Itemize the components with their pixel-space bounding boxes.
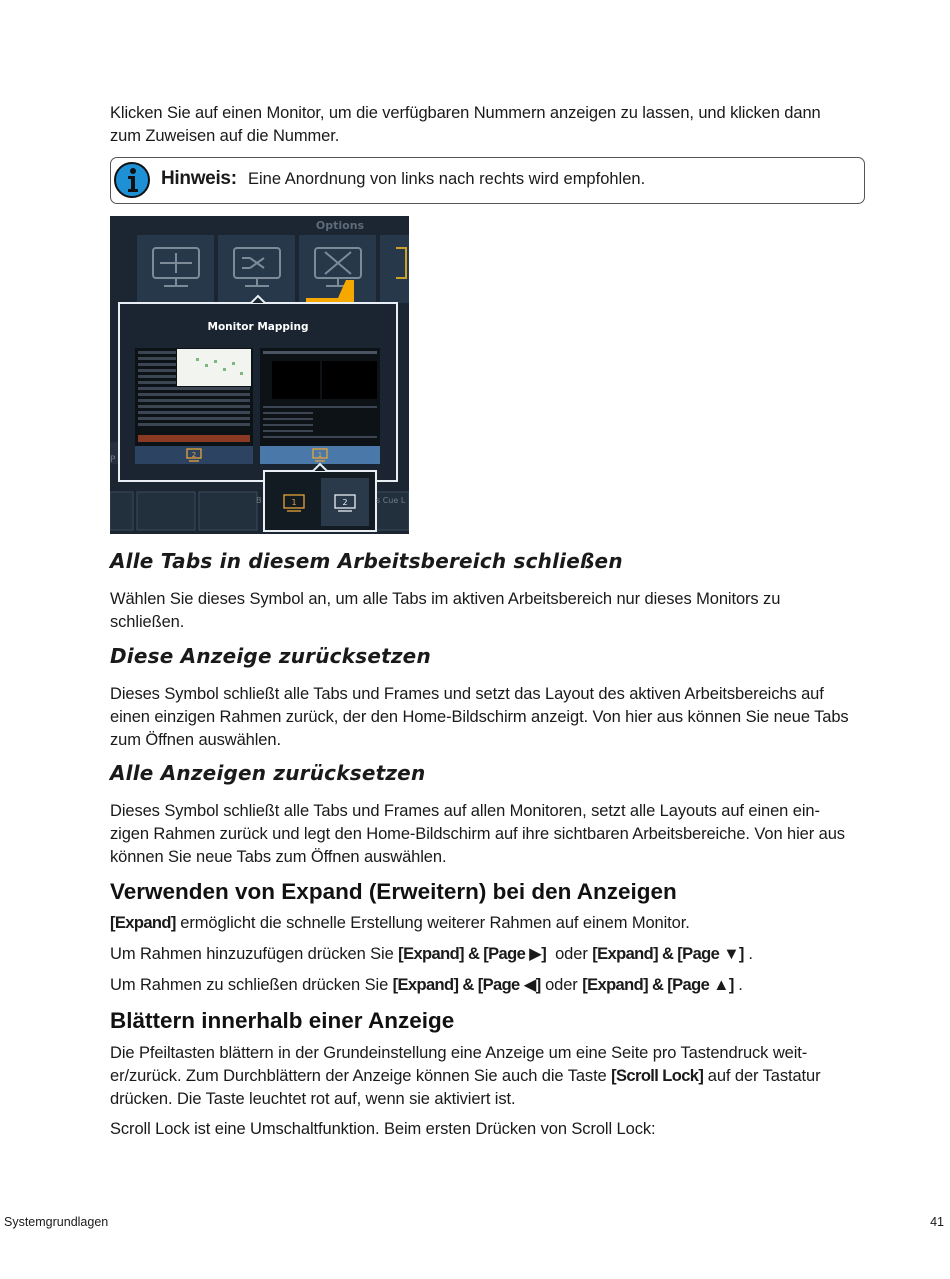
popup-title: Monitor Mapping — [207, 321, 309, 333]
key-expand-page-right: [Expand] & [Page ▶] — [398, 945, 547, 963]
heading-reset-all: Alle Anzeigen zurücksetzen — [110, 761, 426, 785]
monitor-mapping-screenshot — [110, 216, 409, 534]
right-monitor-number: 1 — [317, 451, 323, 459]
footer-section-name: Systemgrundlagen — [4, 1215, 109, 1229]
picker-option-2[interactable] — [321, 478, 369, 526]
expand-key: [Expand] — [110, 914, 176, 932]
heading-reset-display: Diese Anzeige zurücksetzen — [110, 644, 431, 668]
paragraph-reset-all: Dieses Symbol schließt alle Tabs und Frames auf allen Monitoren, setzt alle Layouts auf einen ein-zigen Rahmen zurück und legt den Home-Bildschirm auf ihre sichtbaren Arbeitsbereiche. Von hier aus können Sie neue Tabs zum Öffnen auswählen. — [110, 802, 845, 866]
right-monitor-thumbnail[interactable] — [260, 348, 380, 464]
page-number: 41 — [930, 1215, 944, 1229]
paragraph-reset-display: Dieses Symbol schließt alle Tabs und Frames und setzt das Layout des aktiven Arbeitsbereichs auf einen einzigen Rahmen zurück, der den Home-Bildschirm anzeigt. Von hier aus können Sie neue Tabs zum Öffnen auswählen. — [110, 685, 849, 749]
note-box — [110, 157, 865, 204]
key-expand-page-up: [Expand] & [Page ▲] — [582, 976, 734, 994]
paragraph-scroll: Die Pfeiltasten blättern in der Grundeinstellung eine Anzeige um eine Seite pro Tastendruck weit-er/zurück. Zum Durchblättern der Anzeige können Sie auch die Taste [Scroll Lock] auf der Tastatur drücken. Die Taste leuchtet rot auf, wenn sie aktiviert ist. — [110, 1044, 821, 1108]
svg-text:s Cue L: s Cue L — [376, 496, 406, 505]
monitor-mapping-popup — [119, 296, 397, 481]
svg-text:2: 2 — [342, 498, 348, 507]
left-monitor-thumbnail[interactable] — [135, 348, 253, 464]
left-monitor-number: 2 — [191, 451, 197, 459]
paragraph-expand: [Expand] ermöglicht die schnelle Erstellung weiterer Rahmen auf einem Monitor. — [110, 914, 690, 932]
svg-text:B: B — [256, 496, 262, 505]
options-label: Options — [315, 219, 365, 232]
options-button-row — [137, 235, 409, 303]
paragraph-scroll-lock: Scroll Lock ist eine Umschaltfunktion. Beim ersten Drücken von Scroll Lock: — [110, 1120, 656, 1138]
key-expand-page-down: [Expand] & [Page ▼] — [592, 945, 744, 963]
heading-close-tabs: Alle Tabs in diesem Arbeitsbereich schließen — [110, 549, 623, 573]
info-icon — [112, 160, 152, 200]
note-text: Eine Anordnung von links nach rechts wird empfohlen. — [248, 170, 646, 188]
svg-text:P: P — [110, 455, 116, 465]
heading-expand: Verwenden von Expand (Erweitern) bei den Anzeigen — [110, 879, 677, 904]
paragraph-close-tabs: Wählen Sie dieses Symbol an, um alle Tabs im aktiven Arbeitsbereich nur dieses Monitors zu schließen. — [110, 590, 781, 631]
key-scroll-lock: [Scroll Lock] — [611, 1067, 704, 1085]
svg-text:1: 1 — [291, 498, 297, 507]
heading-scroll: Blättern innerhalb einer Anzeige — [110, 1008, 455, 1033]
paragraph-close-frames: Um Rahmen zu schließen drücken Sie [Expand] & [Page ◀] oder [Expand] & [Page ▲] . — [110, 976, 743, 994]
note-label: Hinweis: — [161, 168, 237, 189]
key-expand-page-left: [Expand] & [Page ◀] — [392, 976, 541, 994]
paragraph-add-frames: Um Rahmen hinzuzufügen drücken Sie [Expand] & [Page ▶] oder [Expand] & [Page ▼] . — [110, 945, 753, 963]
intro-paragraph: Klicken Sie auf einen Monitor, um die verfügbaren Nummern anzeigen zu lassen, und klicken dann zum Zuweisen auf die Nummer. — [110, 104, 821, 145]
